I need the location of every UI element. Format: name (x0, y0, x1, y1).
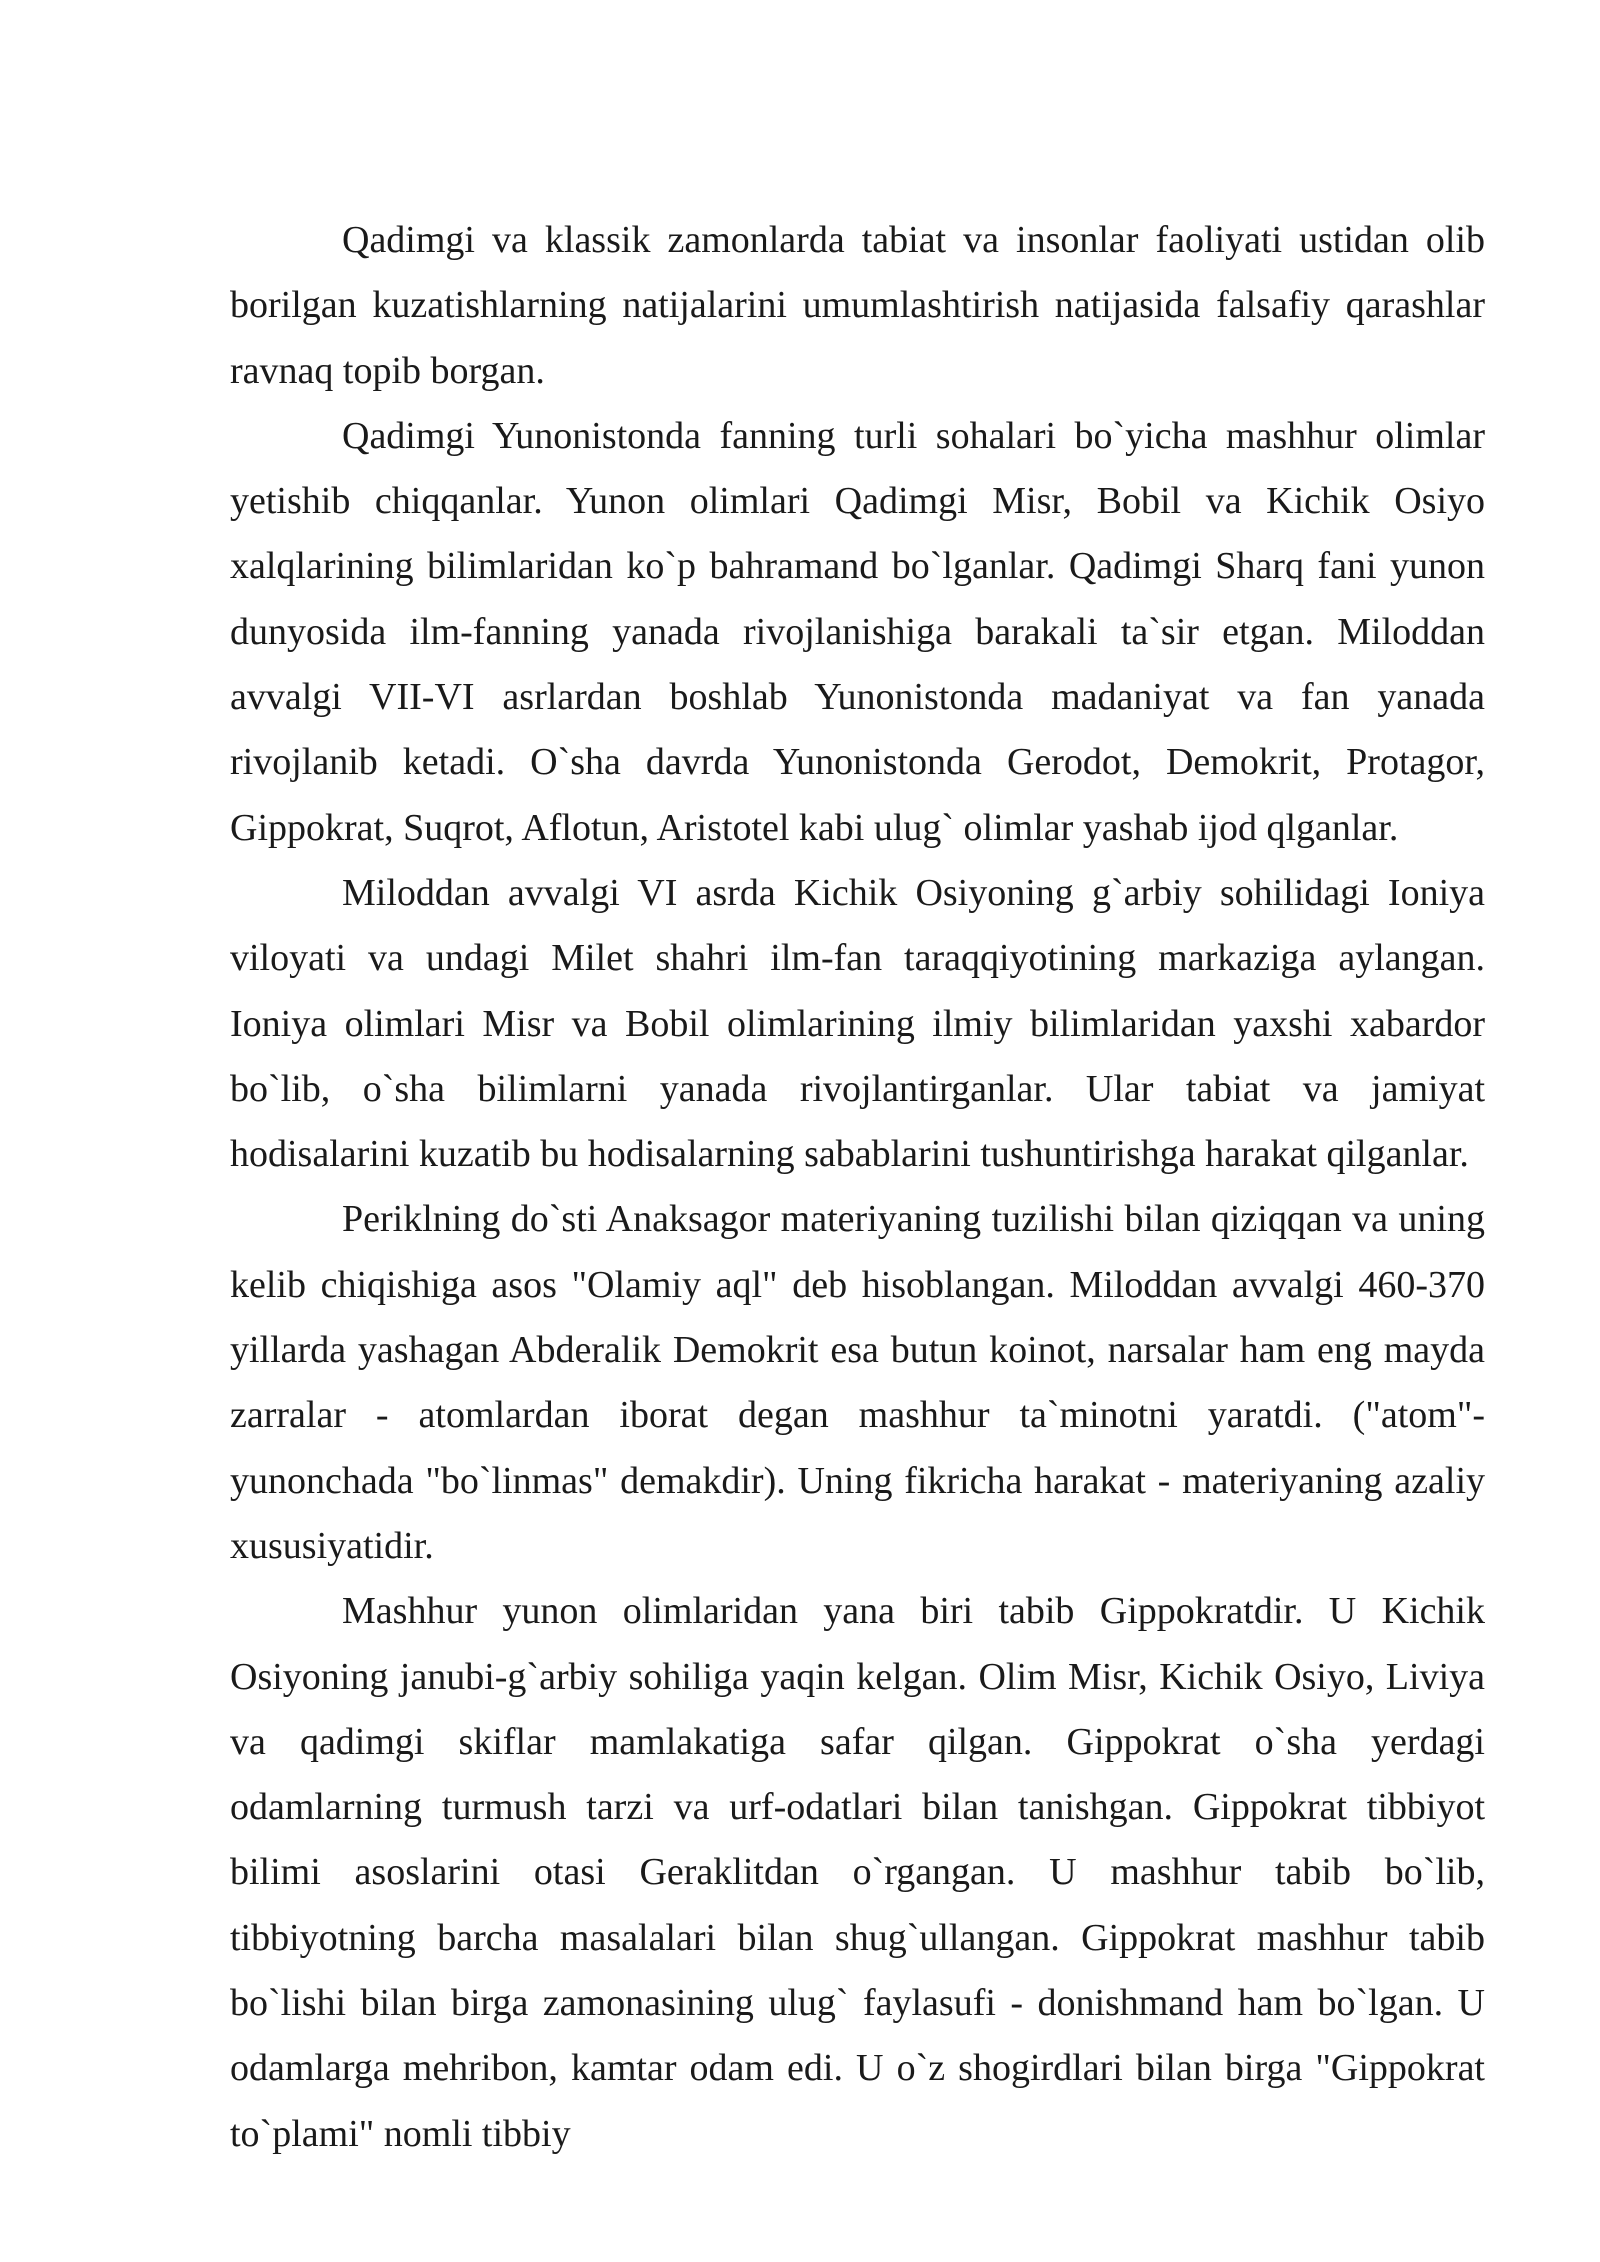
document-page (230, 208, 1485, 2167)
paragraph-4: Periklning do`sti Anaksagor materiyaning tuzilishi bilan qiziqqan va uning kelib chiqishiga asos "Olamiy aql" deb hisoblangan. Miloddan avvalgi 460-370 yillarda yashagan Abderalik Demokrit esa butun koinot, narsalar ham eng mayda zarralar - atomlardan iborat degan mashhur ta`minotni yaratdi. ("atom"- yunonchada "bo`linmas" demakdir). Uning fikricha harakat - materiyaning azaliy xususiyatidir. (230, 1198, 1485, 1567)
paragraph-2: Qadimgi Yunonistonda fanning turli sohalari bo`yicha mashhur olimlar yetishib chiqqanlar. Yunon olimlari Qadimgi Misr, Bobil va Kichik Osiyo xalqlarining bilimlaridan ko`p bahramand bo`lganlar. Qadimgi Sharq fani yunon dunyosida ilm-fanning yanada rivojlanishiga barakali ta`sir etgan. Miloddan avvalgi VII-VI asrlardan boshlab Yunonistonda madaniyat va fan yanada rivojlanib ketadi. O`sha davrda Yunonistonda Gerodot, Demokrit, Protagor, Gippokrat, Suqrot, Aflotun, Aristotel kabi ulug` olimlar yashab ijod qlganlar. (230, 414, 1485, 849)
paragraph-1: Qadimgi va klassik zamonlarda tabiat va insonlar faoliyati ustidan olib borilgan kuzatishlarning natijalarini umumlashtirish natijasida falsafiy qarashlar ravnaq topib borgan. (230, 219, 1485, 392)
paragraph-5: Mashhur yunon olimlaridan yana biri tabib Gippokratdir. U Kichik Osiyoning janubi-g`arbiy sohiliga yaqin kelgan. Olim Misr, Kichik Osiyo, Liviya va qadimgi skiflar mamlakatiga safar qilgan. Gippokrat o`sha yerdagi odamlarning turmush tarzi va urf-odatlari bilan tanishgan. Gippokrat tibbiyot bilimi asoslarini otasi Geraklitdan o`rgangan. U mashhur tabib bo`lib, tibbiyotning barcha masalalari bilan shug`ullangan. Gippokrat mashhur tabib bo`lishi bilan birga zamonasining ulug` faylasufi - donishmand ham bo`lgan. U odamlarga mehribon, kamtar odam edi. U o`z shogirdlari bilan birga "Gippokrat to`plami" nomli tibbiy (230, 1590, 1485, 2155)
paragraph-3: Miloddan avvalgi VI asrda Kichik Osiyoning g`arbiy sohilidagi Ioniya viloyati va undagi Milet shahri ilm-fan taraqqiyotining markaziga aylangan. Ioniya olimlari Misr va Bobil olimlarining ilmiy bilimlaridan yaxshi xabardor bo`lib, o`sha bilimlarni yanada rivojlantirganlar. Ular tabiat va jamiyat hodisalarini kuzatib bu hodisalarning sabablarini tushuntirishga harakat qilganlar. (230, 871, 1485, 1176)
